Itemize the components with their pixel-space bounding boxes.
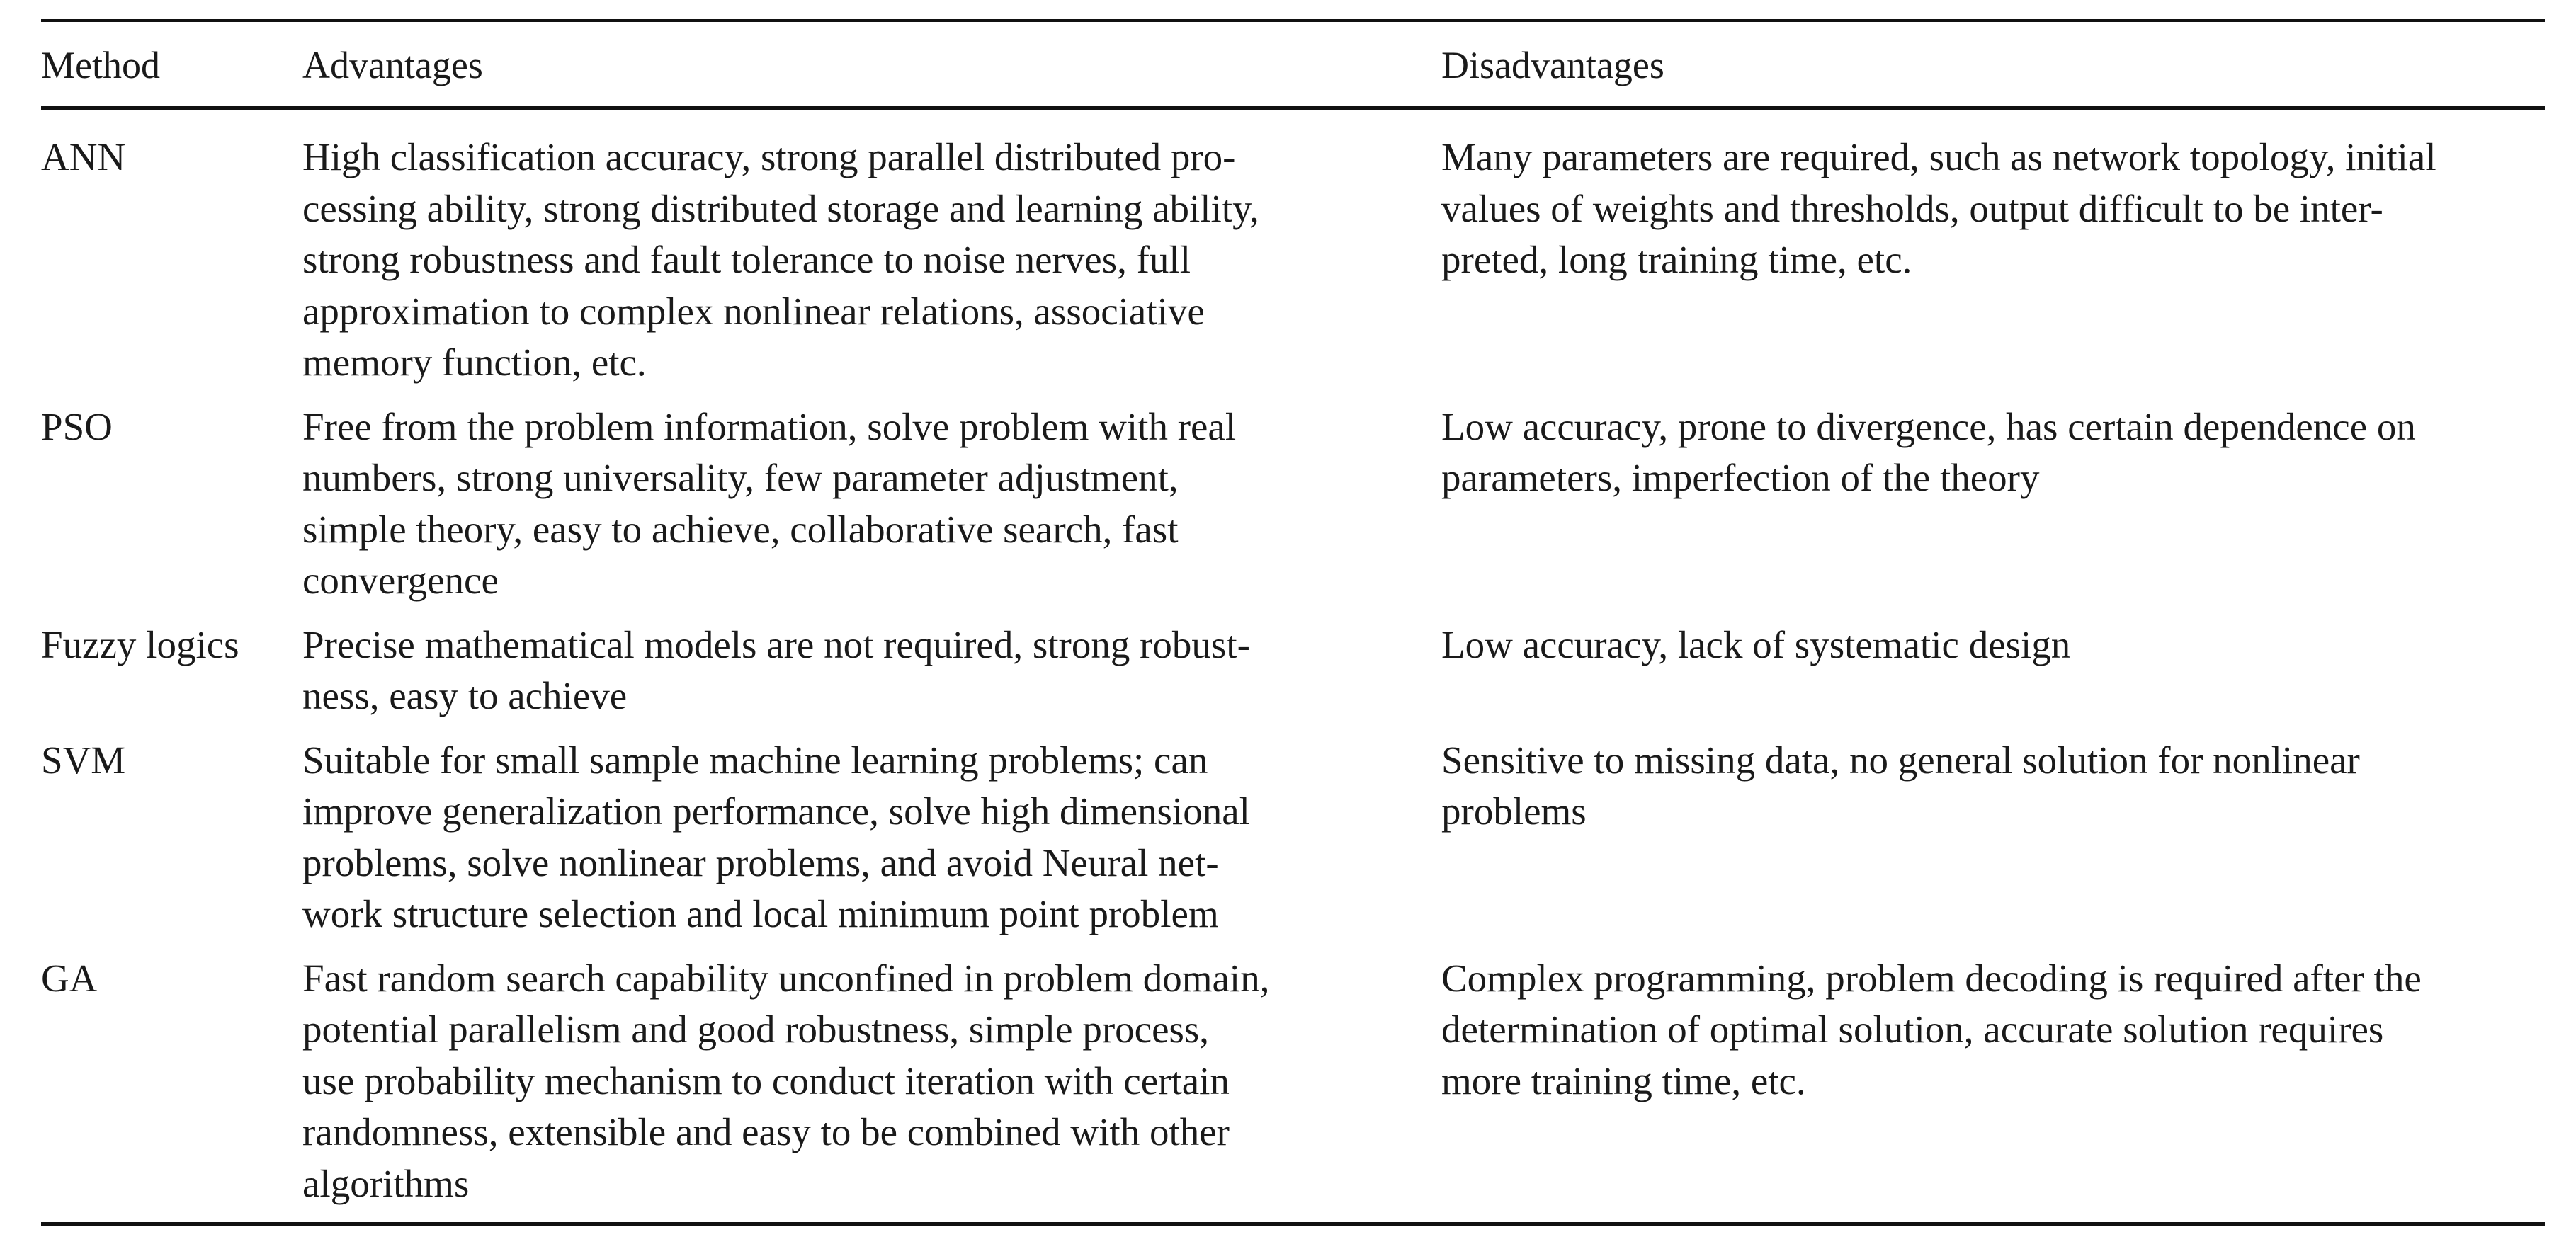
text-line: strong robustness and fault tolerance to noise nerves, full	[302, 238, 1191, 281]
text-line: Complex programming, problem decoding is required after the	[1441, 956, 2422, 1000]
text-line: Suitable for small sample machine learning problems; can	[302, 738, 1208, 782]
text-line: improve generalization performance, solve high dimensional	[302, 789, 1250, 833]
header-method: Method	[41, 43, 160, 86]
text-line: memory function, etc.	[302, 341, 647, 384]
advantages-cell	[302, 132, 1441, 389]
text-line: Fast random search capability unconfined in problem domain,	[302, 956, 1270, 1000]
table-row	[41, 620, 2545, 722]
comparison-table	[41, 19, 2545, 1226]
disadvantages-cell	[1441, 132, 2545, 389]
text-line: simple theory, easy to achieve, collaborative search, fast	[302, 507, 1179, 551]
text-line: work structure selection and local minimum point problem	[302, 892, 1219, 935]
advantages-cell	[302, 953, 1441, 1210]
disadvantages-cell	[1441, 401, 2545, 607]
text-line: numbers, strong universality, few parameter adjustment,	[302, 456, 1179, 499]
text-line: approximation to complex nonlinear relations, associative	[302, 289, 1205, 333]
table-row	[41, 401, 2545, 607]
text-line: Sensitive to missing data, no general solution for nonlinear	[1441, 738, 2360, 782]
advantages-cell	[302, 620, 1441, 722]
text-line: randomness, extensible and easy to be combined with other	[302, 1110, 1230, 1153]
text-line: problems, solve nonlinear problems, and avoid Neural net-	[302, 840, 1219, 884]
disadvantages-cell	[1441, 953, 2545, 1210]
text-line: Many parameters are required, such as network topology, initial	[1441, 135, 2436, 178]
text-line: High classification accuracy, strong parallel distributed pro-	[302, 135, 1236, 178]
bottom-rule	[41, 1222, 2545, 1226]
disadvantages-cell	[1441, 735, 2545, 940]
header-row	[41, 22, 2545, 106]
header-disadvantages: Disadvantages	[1441, 43, 1664, 86]
text-line: Low accuracy, lack of systematic design	[1441, 622, 2071, 666]
disadvantages-cell	[1441, 620, 2545, 722]
text-line: Free from the problem information, solve problem with real	[302, 404, 1237, 448]
table-row	[41, 132, 2545, 389]
table-body	[41, 110, 2545, 1209]
table-row	[41, 953, 2545, 1210]
text-line: values of weights and thresholds, output difficult to be inter-	[1441, 186, 2383, 230]
text-line: determination of optimal solution, accurate solution requires	[1441, 1008, 2384, 1051]
header-advantages: Advantages	[302, 43, 483, 86]
method-cell: Fuzzy logics	[41, 622, 239, 666]
text-line: more training time, etc.	[1441, 1059, 1806, 1102]
method-cell: PSO	[41, 404, 113, 448]
text-line: use probability mechanism to conduct iteration with certain	[302, 1059, 1230, 1102]
text-line: ness, easy to achieve	[302, 674, 628, 717]
text-line: algorithms	[302, 1161, 470, 1205]
text-line: potential parallelism and good robustness, simple process,	[302, 1008, 1210, 1051]
text-line: parameters, imperfection of the theory	[1441, 456, 2040, 499]
method-cell: ANN	[41, 135, 126, 178]
text-line: Precise mathematical models are not required, strong robust-	[302, 622, 1250, 666]
method-cell: GA	[41, 956, 98, 1000]
text-line: cessing ability, strong distributed storage and learning ability,	[302, 186, 1259, 230]
text-line: problems	[1441, 789, 1587, 833]
text-line: Low accuracy, prone to divergence, has certain dependence on	[1441, 404, 2416, 448]
advantages-cell	[302, 401, 1441, 607]
text-line: preted, long training time, etc.	[1441, 238, 1912, 281]
text-line: convergence	[302, 559, 499, 602]
table-row	[41, 735, 2545, 940]
method-cell: SVM	[41, 738, 126, 782]
advantages-cell	[302, 735, 1441, 940]
